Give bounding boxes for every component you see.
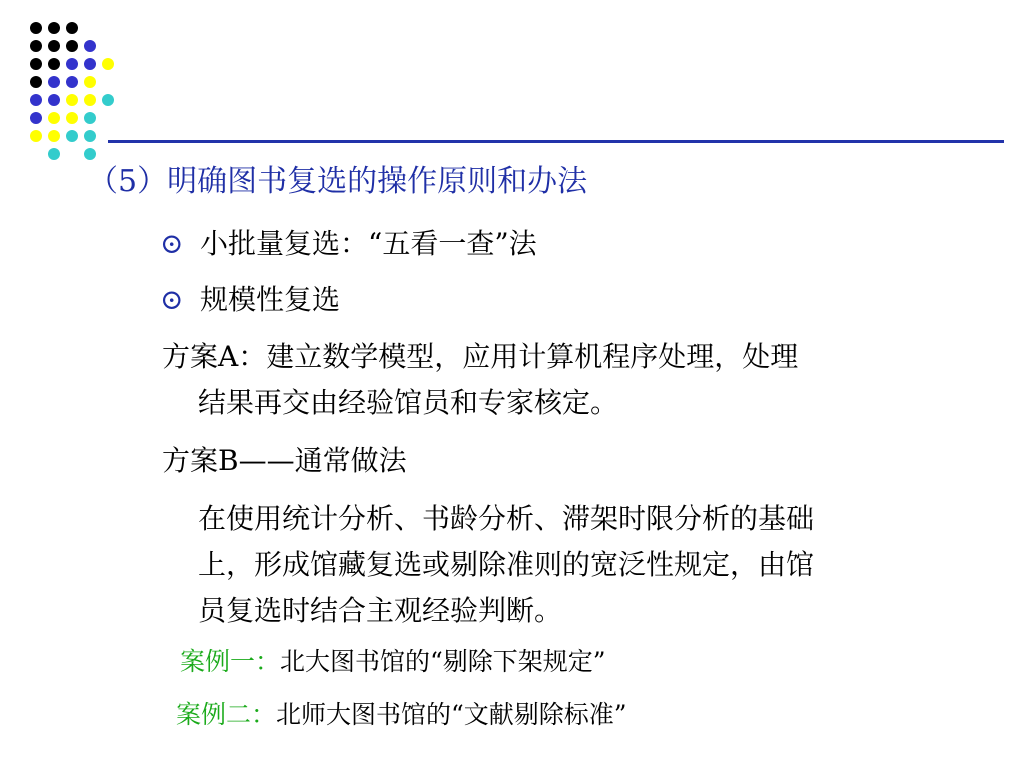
- decorative-dot: [84, 94, 96, 106]
- plan-b-line-2: 上，形成馆藏复选或剔除准则的宽泛性规定，由馆: [198, 548, 815, 581]
- decorative-dot: [84, 130, 96, 142]
- decorative-dot: [48, 148, 60, 160]
- decorative-dot: [30, 130, 42, 142]
- decorative-dot: [66, 130, 78, 142]
- bullet-item-large-scale: [160, 280, 340, 320]
- decorative-dot: [48, 22, 60, 34]
- decorative-dot: [102, 58, 114, 70]
- decorative-dot: [30, 76, 42, 88]
- decorative-dot: [30, 58, 42, 70]
- decorative-dot: [84, 58, 96, 70]
- plan-a-line-2: 结果再交由经验馆员和专家核定。: [198, 386, 619, 419]
- plan-b-line-1: 在使用统计分析、书龄分析、滞架时限分析的基础: [198, 502, 815, 535]
- decorative-dot: [84, 112, 96, 124]
- bullet-text: 小批量复选：“五看一查”法: [200, 227, 537, 260]
- decorative-dot: [66, 40, 78, 52]
- bullet-item-small-batch: [160, 224, 537, 264]
- case-text: 北师大图书馆的“文献剔除标准”: [276, 700, 627, 729]
- plan-b-line-3: 员复选时结合主观经验判断。: [198, 594, 563, 627]
- case-two: [176, 697, 627, 733]
- page-title: （5）明确图书复选的操作原则和办法: [88, 164, 588, 199]
- plan-a-line-1: 方案A：建立数学模型，应用计算机程序处理，处理: [162, 340, 799, 373]
- plan-b-title: 方案B——通常做法: [162, 444, 407, 477]
- decorative-dot: [102, 94, 114, 106]
- decorative-dot: [66, 94, 78, 106]
- decorative-dot: [48, 76, 60, 88]
- decorative-dot: [84, 148, 96, 160]
- decorative-dot-grid: [0, 0, 140, 170]
- decorative-dot: [48, 130, 60, 142]
- case-text: 北大图书馆的“剔除下架规定”: [280, 647, 606, 676]
- decorative-dot: [66, 58, 78, 70]
- decorative-dot: [30, 40, 42, 52]
- decorative-dot: [48, 58, 60, 70]
- decorative-dot: [30, 112, 42, 124]
- decorative-dot: [48, 112, 60, 124]
- decorative-dot: [30, 22, 42, 34]
- case-tag: 案例一：: [180, 647, 281, 676]
- decorative-dot: [84, 76, 96, 88]
- circle-dot-icon: ⊙: [160, 227, 184, 260]
- header-rule: [108, 140, 1004, 143]
- decorative-dot: [48, 94, 60, 106]
- decorative-dot: [66, 76, 78, 88]
- decorative-dot: [66, 22, 78, 34]
- bullet-text: 规模性复选: [200, 283, 341, 316]
- case-tag: 案例二：: [176, 700, 277, 729]
- case-one: [180, 644, 606, 680]
- decorative-dot: [48, 40, 60, 52]
- decorative-dot: [30, 94, 42, 106]
- decorative-dot: [84, 40, 96, 52]
- circle-dot-icon: ⊙: [160, 283, 184, 316]
- decorative-dot: [66, 112, 78, 124]
